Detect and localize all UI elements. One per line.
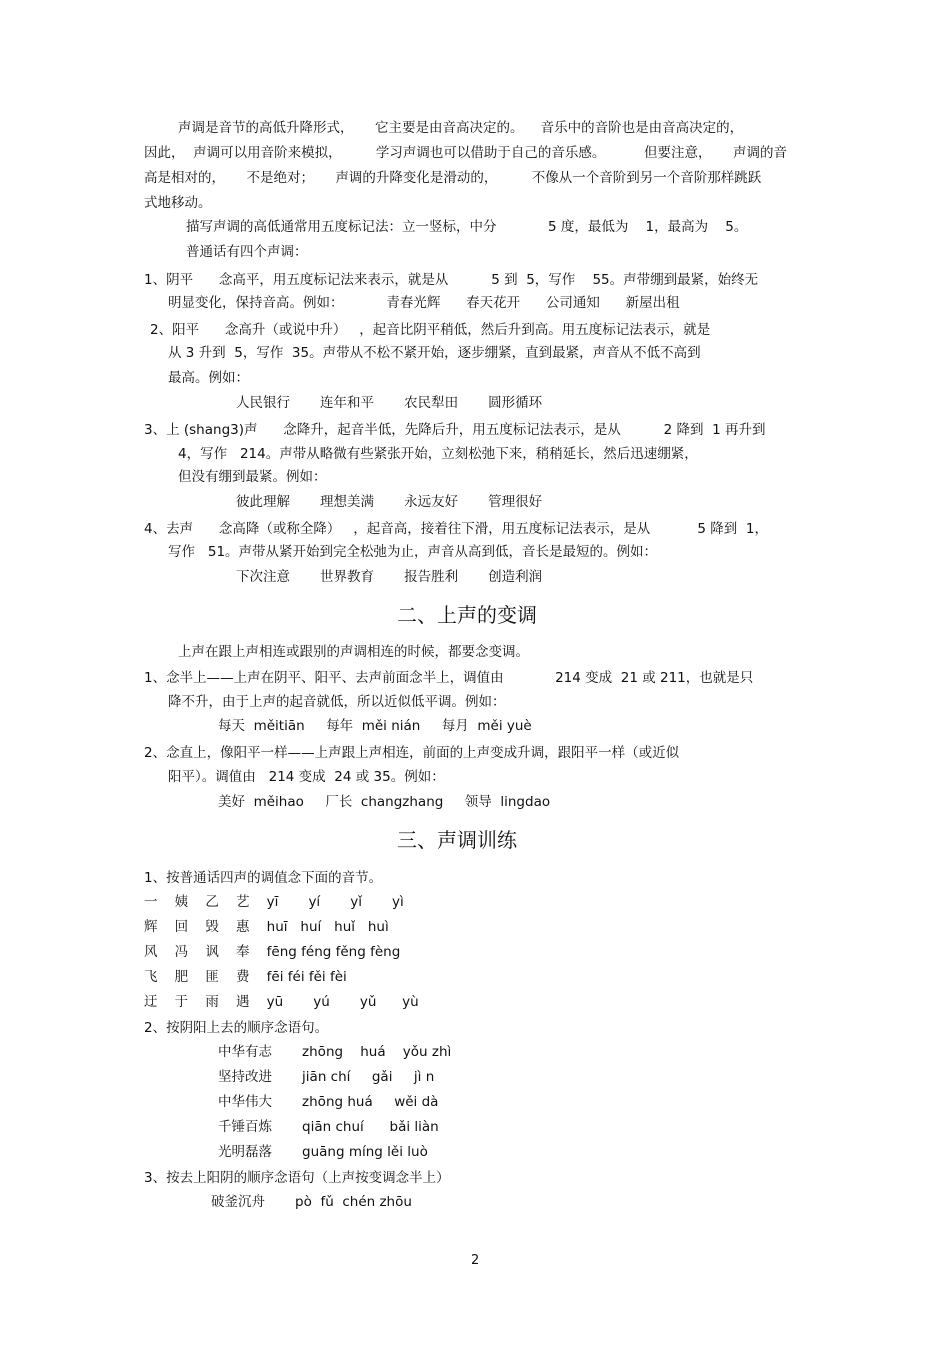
section2-item1-line-2: 降不升，由于上声的起音就低，所以近似低平调。例如：	[168, 694, 506, 710]
syllable-row: 风 冯 讽 奉 fēng féng fěng fèng	[144, 944, 401, 960]
intro-line-2: 因此， 声调可以用音阶来模拟， 学习声调也可以借助于自己的音乐感。 但要注意， 声调的音	[144, 145, 787, 161]
section2-item1-examples: 每天 měitiān 每年 měi nián 每月 měi yuè	[218, 718, 532, 734]
intro-line-5: 描写声调的高低通常用五度标记法：立一竖标，中分 5 度，最低为 1，最高为 5。	[186, 219, 748, 235]
syllable-row: 迂 于 雨 遇 yū yú yǔ yù	[144, 994, 419, 1010]
tone3-examples: 彼此理解 理想美满 永远友好 管理很好	[236, 494, 543, 510]
section3-title: 三、声调训练	[397, 828, 517, 852]
section2-item1-line-1: 1、念半上——上声在阴平、阳平、去声前面念半上，调值由 214 变成 21 或 211，也就是只	[144, 670, 754, 686]
syllable-row: 飞 肥 匪 费 fēi féi fěi fèi	[144, 969, 347, 985]
tone3-line-2: 4，写作 214。声带从略微有些紧张开始，立刻松弛下来，稍稍延长，然后迅速绷紧，	[178, 446, 698, 462]
intro-line-1: 声调是音节的高低升降形式， 它主要是由音高决定的。 音乐中的音阶也是由音高决定的，	[178, 120, 744, 136]
phrase-row: 千锤百炼 qiān chuí bǎi liàn	[218, 1119, 439, 1135]
section2-intro: 上声在跟上声相连或跟别的声调相连的时候，都要念变调。	[178, 644, 529, 660]
section3-item2-heading: 2、按阴阳上去的顺序念语句。	[144, 1020, 329, 1036]
section3-item1-heading: 1、按普通话四声的调值念下面的音节。	[144, 870, 383, 886]
tone4-line-2: 写作 51。声带从紧开始到完全松弛为止，声音从高到低，音长是最短的。例如：	[168, 544, 658, 560]
tone2-line-2: 从 3 升到 5，写作 35。声带从不松不紧开始，逐步绷紧，直到最紧，声音从不低不高到	[168, 345, 701, 361]
tone1-line-2: 明显变化，保持音高。例如： 青春光辉 春天花开 公司通知 新屋出租	[168, 295, 680, 311]
intro-line-6: 普通话有四个声调：	[186, 244, 308, 260]
intro-line-4: 式地移动。	[144, 195, 212, 211]
section2-item2-examples: 美好 měihao 厂长 changzhang 领导 lingdao	[218, 794, 551, 810]
tone1-line-1: 1、阴平 念高平，用五度标记法来表示，就是从 5 到 5，写作 55。声带绷到最紧，始终无	[144, 272, 759, 288]
tone2-line-1: 2、阳平 念高升（或说中升） ，起音比阴平稍低，然后升到高。用五度标记法表示，就是	[150, 322, 711, 338]
tone4-line-1: 4、去声 念高降（或称全降） ，起音高，接着往下滑，用五度标记法表示，是从 5 降到 1，	[144, 521, 768, 537]
phrase-row: 坚持改进 jiān chí gǎi jì n	[218, 1069, 435, 1085]
tone3-line-3: 但没有绷到最紧。例如：	[178, 469, 327, 485]
phrase-row: 光明磊落 guāng míng lěi luò	[218, 1144, 428, 1160]
syllable-row: 一 姨 乙 艺 yī yí yǐ yì	[144, 894, 404, 910]
section2-item2-line-1: 2、念直上，像阳平一样——上声跟上声相连，前面的上声变成升调，跟阳平一样（或近似	[144, 745, 680, 761]
phrase-row: 中华有志 zhōng huá yǒu zhì	[218, 1044, 452, 1060]
tone4-examples: 下次注意 世界教育 报告胜利 创造利润	[236, 569, 543, 585]
section2-title: 二、上声的变调	[397, 603, 537, 627]
section2-item2-line-2: 阳平）。调值由 214 变成 24 或 35。例如：	[168, 769, 445, 785]
page-number: 2	[471, 1253, 480, 1268]
section3-item3-heading: 3、按去上阳阴的顺序念语句（上声按变调念半上）	[144, 1170, 450, 1186]
intro-line-3: 高是相对的， 不是绝对； 声调的升降变化是滑动的， 不像从一个音阶到另一个音阶那样跳跃	[144, 170, 762, 186]
section3-item3-example: 破釜沉舟 pò fǔ chén zhōu	[211, 1194, 412, 1210]
phrase-row: 中华伟大 zhōng huá wěi dà	[218, 1094, 439, 1110]
tone2-line-3: 最高。例如：	[168, 370, 249, 386]
tone3-line-1: 3、上 (shang3)声 念降升，起音半低，先降后升，用五度标记法表示，是从 2 降到 1 再升到	[144, 422, 766, 438]
syllable-row: 辉 回 毁 惠 huī huí huǐ huì	[144, 919, 389, 935]
tone2-examples: 人民银行 连年和平 农民犁田 圆形循环	[236, 395, 543, 411]
